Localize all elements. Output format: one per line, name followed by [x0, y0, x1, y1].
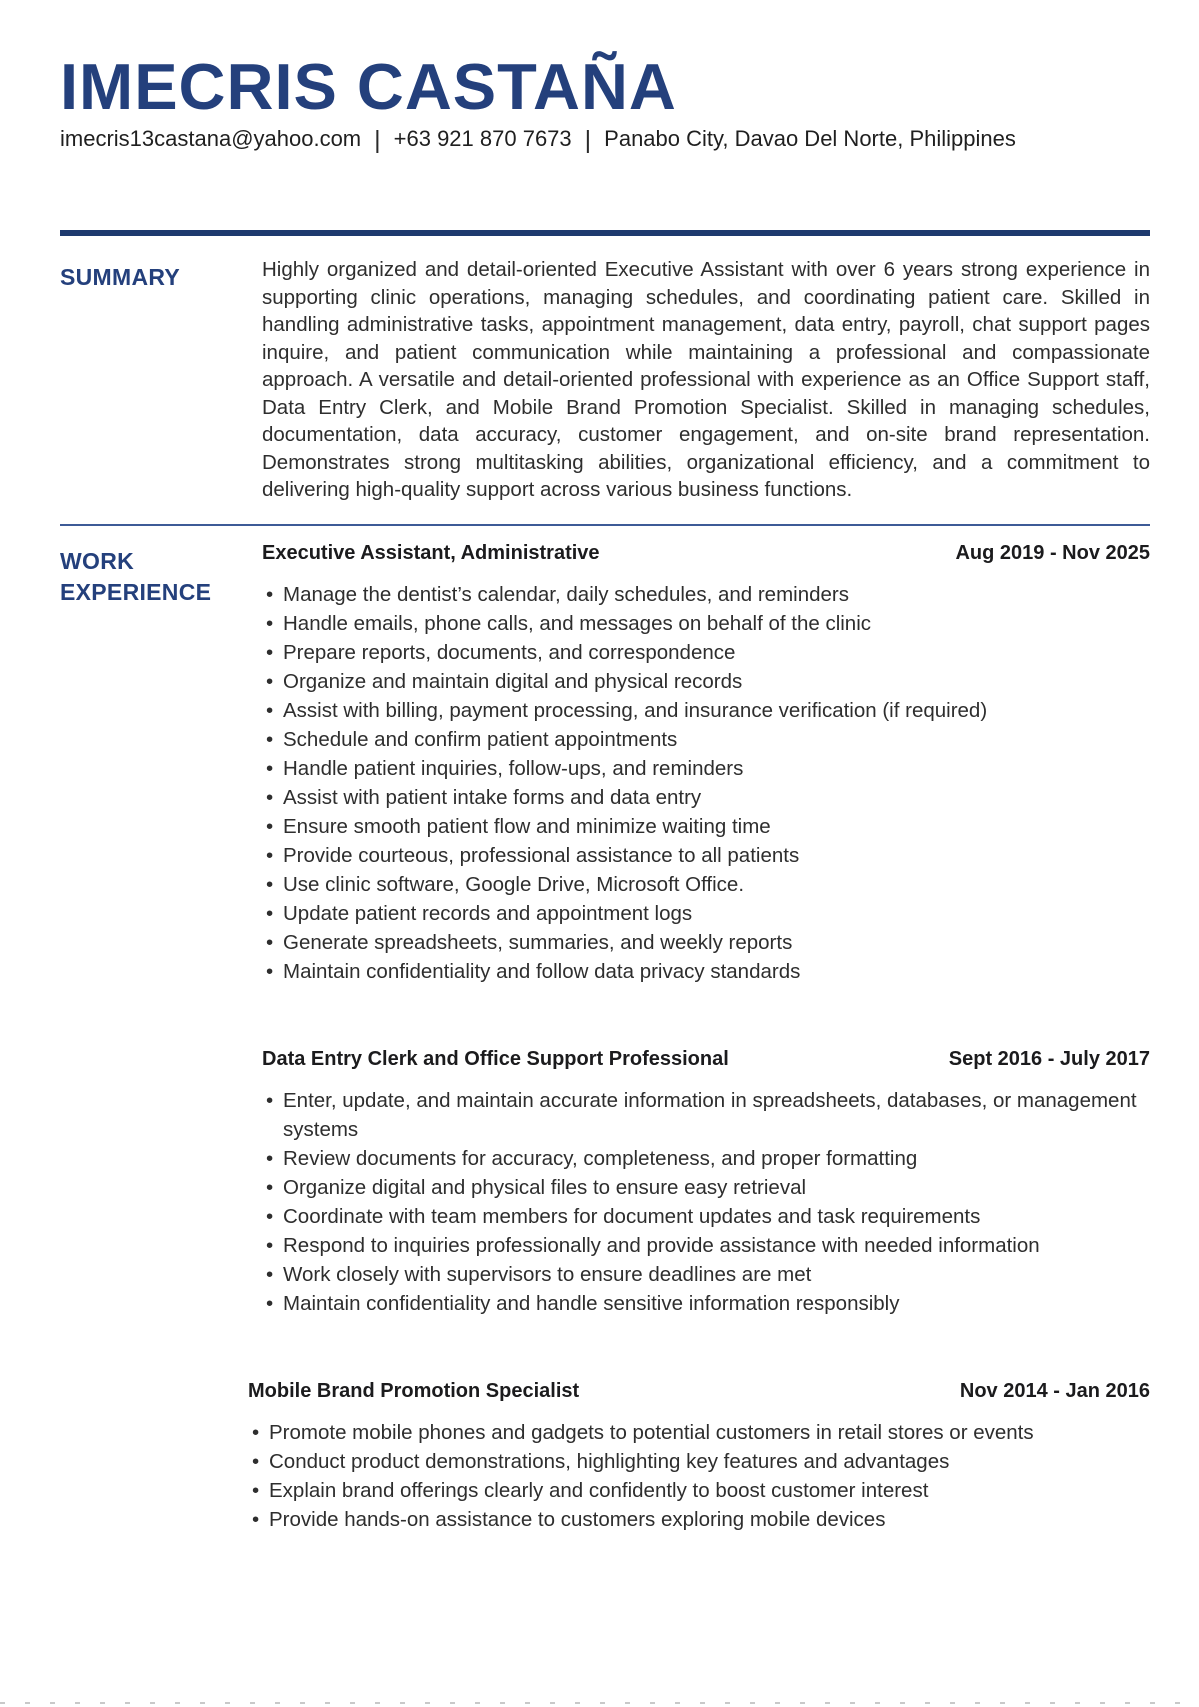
bullet-item: • Work closely with supervisors to ensure deadlines are met: [262, 1260, 1150, 1289]
job-dates: Sept 2016 - July 2017: [948, 1047, 1150, 1070]
contact-email: imecris13castana@yahoo.com: [60, 126, 362, 151]
job-dates: Aug 2019 - Nov 2025: [955, 541, 1150, 564]
bullet-item: • Handle emails, phone calls, and messages on behalf of the clinic: [262, 609, 1150, 638]
bullet-item: • Prepare reports, documents, and correspondence: [262, 638, 1150, 667]
bullet-item: • Update patient records and appointment logs: [262, 899, 1150, 928]
bullet-item: • Manage the dentist’s calendar, daily schedules, and reminders: [262, 580, 1150, 609]
summary-paragraph: Highly organized and detail-oriented Executive Assistant with over 6 years strong experience in supporting clinic operations, managing schedules, and coordinating patient care. Skilled in handling administrative tasks, appointment management, data entry, payroll, chat support pages inquire, and patient communication while maintaining a professional and compassionate approach. A versatile and detail-oriented professional with experience as an Office Support staff, Data Entry Clerk, and Mobile Brand Promotion Specialist. Skilled in managing schedules, documentation, data accuracy, customer engagement, and on-site brand representation. Demonstrates strong multitasking abilities, organizational efficiency, and a commitment to delivering high-quality support across various business functions.: [262, 258, 1150, 501]
bullet-item: • Assist with patient intake forms and data entry: [262, 783, 1150, 812]
contact-phone: +63 921 870 7673: [393, 126, 572, 151]
bullet-item: • Ensure smooth patient flow and minimize waiting time: [262, 812, 1150, 841]
job-title: Mobile Brand Promotion Specialist: [248, 1379, 580, 1402]
bullet-item: • Organize digital and physical files to ensure easy retrieval: [262, 1173, 1150, 1202]
resume-header: [60, 0, 1150, 154]
job-header: [248, 1378, 1150, 1404]
pipe-separator: |: [374, 126, 381, 154]
summary-section: [60, 256, 1150, 504]
bullet-item: • Respond to inquiries professionally and provide assistance with needed information: [262, 1231, 1150, 1260]
job-header: [262, 540, 1150, 566]
summary-content: [262, 256, 1150, 504]
job-entry: [262, 1046, 1150, 1318]
bullet-item: • Maintain confidentiality and handle sensitive information responsibly: [262, 1289, 1150, 1318]
pipe-separator: |: [584, 126, 592, 154]
section-label-work-experience: WORK EXPERIENCE: [60, 547, 212, 605]
job-entry: [248, 1378, 1150, 1534]
bullet-item: • Schedule and confirm patient appointments: [262, 725, 1150, 754]
work-top-rule: [60, 524, 1150, 526]
bullet-item: • Review documents for accuracy, completeness, and proper formatting: [262, 1144, 1150, 1173]
contact-line: [60, 125, 1150, 154]
job-bullet-list: [262, 580, 1150, 986]
job-title: Executive Assistant, Administrative: [262, 541, 600, 564]
job-bullet-list: [248, 1418, 1150, 1534]
bullet-item: • Provide hands-on assistance to customers exploring mobile devices: [248, 1505, 1150, 1534]
bullet-item: • Explain brand offerings clearly and confidently to boost customer interest: [248, 1476, 1150, 1505]
bullet-item: • Handle patient inquiries, follow-ups, and reminders: [262, 754, 1150, 783]
summary-top-rule: [60, 230, 1150, 236]
job-entry: [262, 540, 1150, 986]
bullet-item: • Organize and maintain digital and physical records: [262, 667, 1150, 696]
bullet-item: • Enter, update, and maintain accurate information in spreadsheets, databases, or management systems: [262, 1086, 1150, 1144]
page-break-dotted-line: [0, 1702, 1199, 1704]
bullet-item: • Provide courteous, professional assistance to all patients: [262, 841, 1150, 870]
bullet-item: • Conduct product demonstrations, highlighting key features and advantages: [248, 1447, 1150, 1476]
bullet-item: • Assist with billing, payment processing, and insurance verification (if required): [262, 696, 1150, 725]
work-label-column: [60, 540, 262, 1534]
bullet-item: • Generate spreadsheets, summaries, and weekly reports: [262, 928, 1150, 957]
job-title: Data Entry Clerk and Office Support Professional: [262, 1047, 729, 1070]
bullet-item: • Use clinic software, Google Drive, Microsoft Office.: [262, 870, 1150, 899]
work-experience-content: [248, 540, 1150, 1534]
section-label-summary: SUMMARY: [60, 264, 181, 290]
work-experience-section: [60, 540, 1150, 1534]
job-dates: Nov 2014 - Jan 2016: [959, 1379, 1150, 1402]
job-bullet-list: [262, 1086, 1150, 1318]
bullet-item: • Maintain confidentiality and follow data privacy standards: [262, 957, 1150, 986]
job-header: [262, 1046, 1150, 1072]
bullet-item: • Coordinate with team members for document updates and task requirements: [262, 1202, 1150, 1231]
summary-label-column: [60, 256, 262, 504]
candidate-name: IMECRIS CASTAÑA: [60, 50, 677, 123]
contact-location: Panabo City, Davao Del Norte, Philippines: [604, 126, 1016, 151]
bullet-item: • Promote mobile phones and gadgets to potential customers in retail stores or events: [248, 1418, 1150, 1447]
